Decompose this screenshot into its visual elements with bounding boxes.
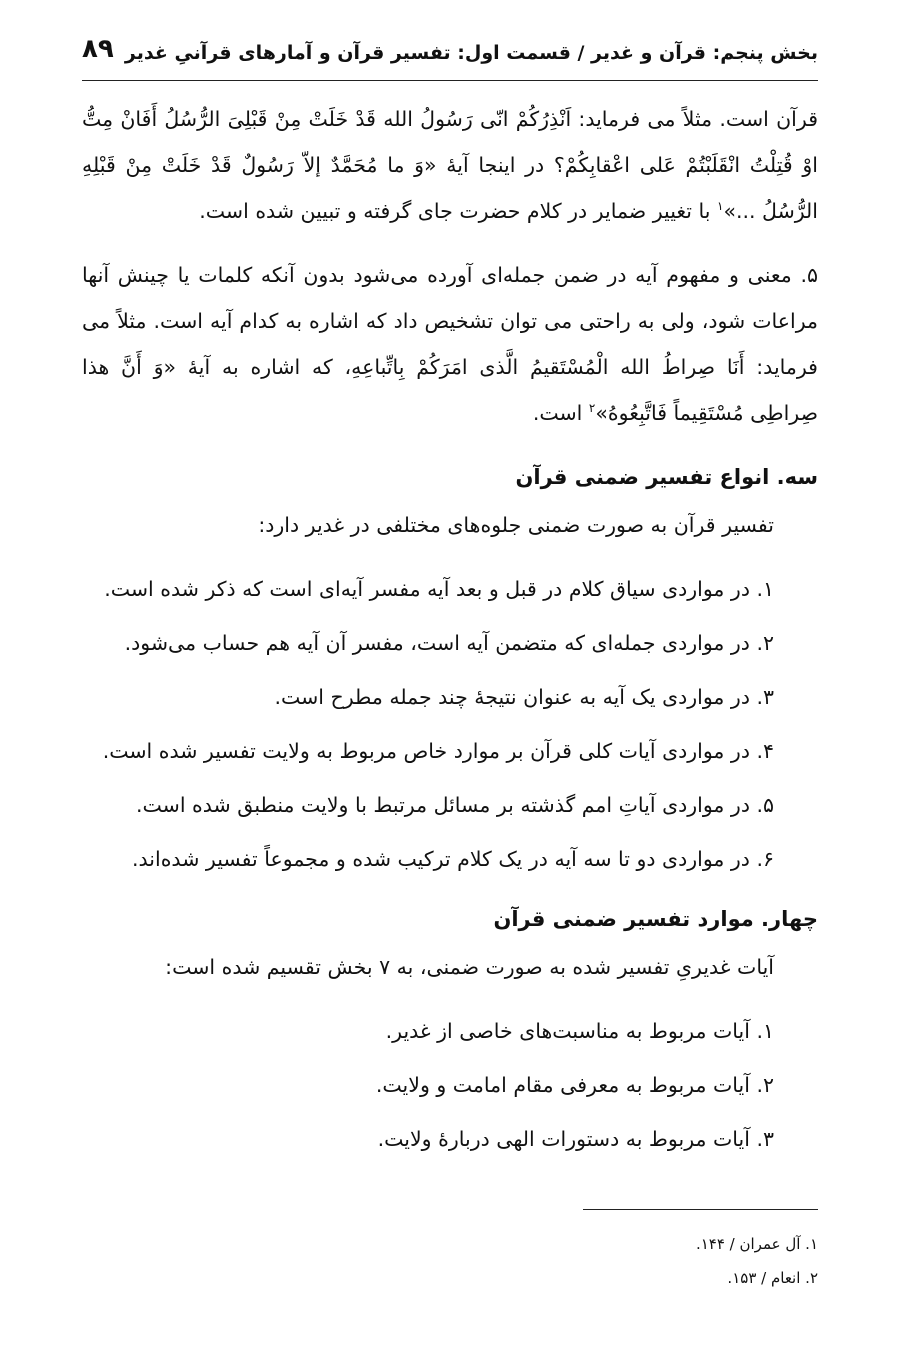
paragraph-text: قرآن است. مثلاً می فرماید: اَنْذِرُكُمْ انّی رَسُولُ الله قَدْ خَلَتْ مِنْ قَبْلِیَ الرُّسُلُ أَفَانْ مِتُّ اوْ قُتِلْتُ انْقَلَبْتُمْ عَلی اعْقابِكُمْ؟ در اینجا آیهٔ «وَ ما مُحَمَّدٌ إلاّ رَسُولٌ قَدْ خَلَتْ مِنْ قَبْلِهِ الرُّسُلُ ...» [82,107,818,223]
paragraph-text: است. [532,401,589,425]
footnote-divider [583,1209,818,1210]
list-item: ۱. آیات مربوط به مناسبت‌های خاصی از غدیر. [385,1019,774,1043]
footnote-1: ۱. آل عمران / ۱۴۴. [695,1235,818,1253]
list-item: ۱. در مواردی سیاق کلام در قبل و بعد آیه مفسر آیه‌ای است که ذکر شده است. [104,577,774,601]
paragraph-text: با تغییر ضمایر در کلام حضرت جای گرفته و تبیین شده است. [199,199,717,223]
paragraph-point-5 [82,252,818,436]
list-item: ۴. در مواردی آیات کلی قرآن بر موارد خاص مربوط به ولایت تفسیر شده است. [102,739,774,763]
footnote-marker: ۱ [716,199,724,214]
list-tafsir-cases [82,1008,818,1162]
running-header [82,30,818,81]
page-number: ۸۹ [82,34,114,64]
paragraph-quote-1 [82,96,818,234]
list-item: ۳. آیات مربوط به دستورات الهی دربارهٔ ولایت. [377,1127,774,1151]
list-item: ۲. آیات مربوط به معرفی مقام امامت و ولایت. [375,1073,774,1097]
list-item: ۶. در مواردی دو تا سه آیه در یک کلام ترکیب شده و مجموعاً تفسیر شده‌اند. [132,847,774,871]
paragraph-text: ۵. معنی و مفهوم آیه در ضمن جمله‌ای آورده می‌شود بدون آنکه کلمات یا چینش آنها مراعات شود، ولی به راحتی می توان تشخیص داد که اشاره به کدام آیه است. مثلاً می فرماید: أَنَا صِراطُ الله الْمُسْتَقیمُ الَّذی امَرَكُمْ بِاتِّباعِهِ، که اشاره به آیهٔ «وَ أَنَّ هذا صِراطِی مُسْتَقِیماً فَاتَّبِعُوهُ» [82,263,818,425]
page-body [82,96,818,1176]
footnotes [696,1227,818,1295]
section-intro-three: تفسیر قرآن به صورت ضمنی جلوه‌های مختلفی در غدیر دارد: [258,513,774,537]
list-tafsir-types [82,566,818,882]
section-heading-three: سه. انواع تفسیر ضمنی قرآن [515,465,818,489]
section-heading-four: چهار. موارد تفسیر ضمنی قرآن [493,907,818,931]
footnote-marker: ۲ [588,401,596,416]
header-title: بخش پنجم: قرآن و غدیر / قسمت اول: تفسیر قرآن و آمارهای قرآنیِ غدیر [124,42,818,64]
list-item: ۳. در مواردی یک آیه به عنوان نتیجهٔ چند جمله مطرح است. [274,685,774,709]
section-intro-four: آیات غدیریِ تفسیر شده به صورت ضمنی، به ۷ بخش تقسیم شده است: [165,955,774,979]
list-item: ۵. در مواردی آیاتِ امم گذشته بر مسائل مرتبط با ولایت منطبق شده است. [136,793,774,817]
footnote-2: ۲. انعام / ۱۵۳. [727,1269,818,1287]
list-item: ۲. در مواردی جمله‌ای که متضمن آیه است، مفسر آن آیه هم حساب می‌شود. [124,631,774,655]
